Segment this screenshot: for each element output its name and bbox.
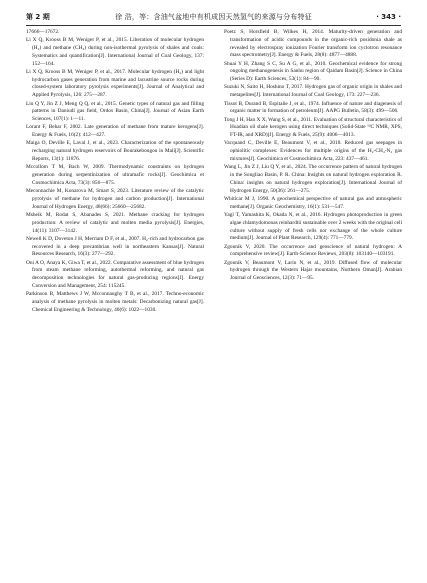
reference-entry: Li X Q, Krooss B M, Weniger P, et al., 2017. Molecular hydrogen (H₂) and light hydrocarbon gases generation from marine and lacustrine source rocks during closed-system laboratory pyrolysis experiments[J]. Journal of Analytical and Applied Pyrolysis, 126: 275—287. xyxy=(26,68,204,99)
reference-entry: Maiga O, Deville E, Laval J, et al., 2023. Characterization of the spontaneously recharging natural hydrogen reservoirs of Bourakebougou in Mali[J]. Scientific Reports, 13(1): 11876. xyxy=(26,140,204,162)
reference-entry: Newell K D, Doveton J H, Merriam D F, et al., 2007. H₂-rich and hydrocarbon gas recovered in a deep precambrian well in northeastern Kansas[J]. Natural Resources Research, 16(3): 277—292. xyxy=(26,235,204,258)
reference-entry: Tong J H, Han X X, Wang S, et al., 2011. Evaluation of structural characteristics of Huadian oil shale kerogen using direct techniques (Solid-State ¹³C NMR, XPS, FT-IR, and XRD)[J]. Energy & Fuels, 25(9): 4006—4013. xyxy=(224,116,402,139)
reference-entry: Mccollom T M, Bach W, 2009. Thermodynamic constraints on hydrogen generation during serpentinization of ultramafic rocks[J]. Geochimica et Cosmochimica Acta, 73(3): 856—875. xyxy=(26,164,204,186)
reference-entry: Parkinson B, Matthews J W, Mcconnaughy T B, et al., 2017. Techno-economic analysis of methane pyrolysis in molten metals: Decarbonizing natural gas[J]. Chemical Engineering & Technology, 40(6): 1022—1030. xyxy=(26,291,204,313)
reference-entry: Oni A O, Anaya K, Giwa T, et al., 2022. Comparative assessment of blue hydrogen from steam methane reforming, autothermal reforming, and natural gas decomposition technologies for natural gas-producing regions[J]. Energy Conversion and Management, 254: 115245. xyxy=(26,259,204,289)
reference-entry: Zgonnik V, 2020. The occurrence and geoscience of natural hydrogen: A comprehensive review[J]. Earth-Science Reviews, 203(8): 103140—103191. xyxy=(224,243,402,258)
reference-entry: Poetz S, Horsfield B, Wilkes H, 2014. Maturity-driven generation and transformation of acidic compounds in the organic-rich posidonia shale as revealed by electrospray ionization Fourier transform ion cyclotron resonance mass spectrometry[J]. Energy & Fuels, 28(8): 4877—4888. xyxy=(224,29,402,59)
reference-entry: Liu Q Y, Jin Z J, Meng Q Q, et al., 2015. Genetic types of natural gas and filling patterns in Daniudi gas field, Ordos Basin, China[J]. Journal of Asian Earth Sciences, 107(1): 1—11. xyxy=(26,100,204,123)
page-number: · 343 · xyxy=(376,13,401,21)
reference-entry: Whiticar M J, 1990. A geochemical perspective of natural gas and atmospheric methane[J]. Organic Geochemistry, 16(1): 531—547. xyxy=(224,195,402,210)
reference-entry: Yagi T, Yamashita K, Okada N, et al., 2016. Hydrogen photoproduction in green algae chlamydomonas reinhardtii sustainable over 2 weeks with the original cell culture without supply of fresh cells nor exchange of the whole culture medium[J]. Journal of Plant Research, 129(4): 771—779. xyxy=(224,212,402,242)
reference-entry: Zgonnik V, Beaumont V, Larin N, et al., 2019. Diffused flow of molecular hydrogen through the Western Hajar mountains, Northern Oman[J]. Arabian Journal of Geosciences, 12(3): 71—95. xyxy=(224,259,402,282)
running-title: 徐 浩，等：含油气盆地中有机成因天然氢气的来源与分布特征 xyxy=(115,13,312,21)
reference-entry: 17666—17672. xyxy=(26,29,60,35)
reference-entry: Vacquand C, Deville E, Beaumont V, et al., 2018. Reduced gas seepages in ophiolitic complexes: Evidences for multiple origins of the H₂-CH₄-N₂ gas mixtures[J]. Geochimica et Cosmochimica Acta, 223: 437—461. xyxy=(224,140,402,162)
reference-entry: Tissot B, Durand B, Espitalie J, et al., 1974. Influence of nature and diagenesis of organic matter in formation of petroleum[J]. AAPG Bulletin, 58(3): 499—506. xyxy=(224,100,402,115)
references-right-column xyxy=(224,29,402,284)
reference-entry: Li X Q, Krooss B M, Weniger P, et al., 2015. Liberation of molecular hydrogen (H₂) and methane (CH₄) during non-isothermal pyrolysis of shales and coals: Systematics and quantification[J]. International Journal of Coal Geology, 137: 152—164. xyxy=(26,37,204,67)
issue-number: 第 2 期 xyxy=(26,13,50,21)
reference-entry: Suzuki N, Saito H, Hoshino T, 2017. Hydrogen gas of organic origin in shales and metapelites[J]. International Journal of Coal Geology, 173: 227—236. xyxy=(224,84,402,99)
reference-entry: Lorant F, Behar F, 2002. Late generation of methane from mature kerogens[J]. Energy & Fuels, 16(2): 412—427. xyxy=(26,124,204,139)
header-rule xyxy=(26,25,401,26)
page-header xyxy=(26,10,401,24)
reference-entry: Wang L, Jin Z J, Liu Q Y, et al., 2024. The occurrence pattern of natural hydrogen in the Songliao Basin, P. R. China: Insights on natural hydrogen exploration R. China: insights on natural hydrogen exploration[J]. International Journal of Hydrogen Energy, 50(36): 261—275. xyxy=(224,164,402,194)
references-left-column xyxy=(26,29,204,315)
reference-entry: Shuai Y H, Zhang S C, Su A G, et al., 2010. Geochemical evidence for strong ongoing methanogenesis in Sanhu region of Qaidam Basin[J]. Science in China (Series D): Earth Sciences, 53(1): 84—90. xyxy=(224,60,402,83)
reference-entry: Meconnachie M, Konarova M, Smart S, 2023. Literature review of the catalytic pyrolysis of methane for hydrogen and carbon production[J]. International Journal of Hydrogen Energy, 48(66): 25660—25682. xyxy=(26,188,204,210)
reference-entry: Msheik M, Rodat S, Abanades S, 2021. Methane cracking for hydrogen production: A review of catalytic and molten media pyrolysis[J]. Energies, 14(11): 3107—3142. xyxy=(26,212,204,234)
